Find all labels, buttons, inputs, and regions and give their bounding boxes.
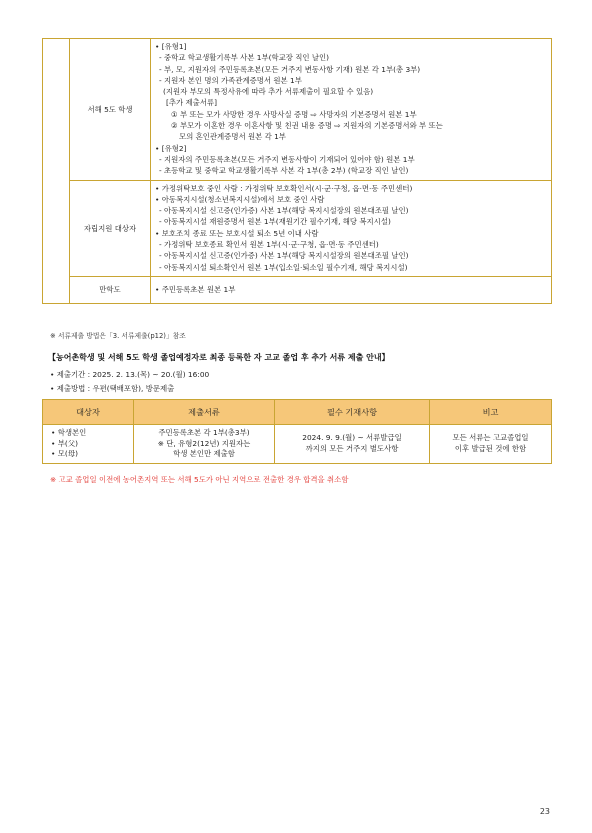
text-line: ① 부 또는 모가 사망한 경우 사망사실 증명 ⇨ 사망자의 기본증명서 원본 1부 [171,109,417,119]
text-line: 2024. 9. 9.(월) ~ 서류발급일 [302,433,402,443]
text-line: - 중학교 학교생활기록부 사본 1부(학교장 직인 날인) [159,53,330,63]
section-title: 【농어촌학생 및 서해 5도 학생 졸업예정자로 최종 등록한 자 고교 졸업 후 추가 서류 제출 안내】 [48,353,390,362]
page-number: 23 [539,807,550,816]
row-label-seohae: 서해 5도 학생 [70,39,151,181]
text-line: 학생 본인만 제출함 [173,449,235,458]
text-line: • 보호조치 종료 또는 보호시설 퇴소 5년 이내 사람 [155,228,319,238]
documents-cell [134,425,275,464]
table-row [43,276,552,303]
text-line: - 아동복지시설 재원증명서 원본 1부(재원기간 필수기재, 해당 복지시설) [159,217,391,227]
text-line: • 부(父) [51,438,79,448]
submission-period: • 제출기간 : 2025. 2. 13.(목) ~ 20.(월) 16:00 [50,370,210,379]
cancellation-warning: ※ 고교 졸업일 이전에 농어촌지역 또는 서해 5도가 아닌 지역으로 전출한 경우 합격을 취소함 [50,475,349,484]
text-line: ② 부모가 이혼한 경우 이혼사항 및 친권 내용 증명 ⇨ 지원자의 기본증명서와 부 또는 [171,121,443,131]
required-cell [275,425,430,464]
text-line: 모든 서류는 고교졸업일 [452,433,529,443]
text-line: ※ 단, 유형2(12년) 지원자는 [157,438,251,448]
text-line: - 가정위탁 보호종료 확인서 원본 1부(시·군·구청, 읍·면·동 주민센터) [159,240,379,250]
text-line: • 아동복지시설(청소년복지시설)에서 보호 중인 사람 [155,194,325,204]
header-documents: 제출서류 [134,400,275,425]
row-label-manhakdo: 만학도 [70,276,151,303]
text-line: - 초등학교 및 중학교 학교생활기록부 사본 각 1부(총 2부) (학교장 직인 날인) [159,166,409,176]
header-remarks: 비고 [430,400,552,425]
text-line: • 주민등록초본 원본 1부 [155,284,236,294]
remarks-cell [430,425,552,464]
row-label-jarip: 자립지원 대상자 [70,180,151,276]
table-row [43,425,552,464]
table-header-row [43,400,552,425]
header-target: 대상자 [43,400,134,425]
row-content-manhakdo [151,276,552,303]
header-required: 필수 기재사항 [275,400,430,425]
row-content-jarip [151,180,552,276]
targets-cell [43,425,134,464]
table-row [43,39,552,181]
text-line: - 지원자의 주민등록초본(모든 거주지 변동사항이 기재되어 있어야 함) 원본 1부 [159,154,415,164]
submission-method: • 제출방법 : 우편(택배포함), 방문제출 [50,384,175,393]
category-blank-cell [43,39,70,304]
text-line: 모의 혼인관계증명서 원본 각 1부 [179,132,286,142]
table-row [43,180,552,276]
text-line: 주민등록초본 각 1부(총3부) [158,428,250,437]
text-line: [추가 제출서류] [166,98,217,108]
text-line: 까지의 모든 거주지 별도사항 [305,443,399,453]
text-line: • 모(母) [51,449,79,458]
row-content-seohae [151,39,552,181]
submission-method-note: ※ 서류제출 방법은「3. 서류제출(p12)」참조 [50,332,186,340]
text-line: - 아동복지시설 신고증(인가증) 사본 1부(해당 복지시설장의 원본대조필 날인) [159,251,409,261]
text-line: - 아동복지시설 퇴소확인서 원본 1부(입소일·퇴소일 필수기재, 해당 복지시설) [159,262,408,272]
text-line: • [유형1] [155,42,187,51]
required-documents-table [42,38,552,304]
text-line: - 부, 모, 지원자의 주민등록초본(모든 거주지 변동사항 기재) 원본 각 1부(총 3부) [159,64,421,74]
text-line: • 학생본인 [51,428,87,437]
text-line: 이후 발급된 것에 한함 [454,443,527,453]
text-line: • [유형2] [155,143,187,153]
text-line: (지원자 부모의 특정사유에 따라 추가 서류제출이 필요할 수 있음) [163,87,374,97]
text-line: • 가정위탁보호 중인 사람 : 가정위탁 보호확인서(시·군·구청, 읍·면·동 주민센터) [155,183,413,193]
additional-documents-table [42,399,552,464]
text-line: - 지원자 본인 명의 가족관계증명서 원본 1부 [159,75,302,85]
text-line: - 아동복지시설 신고증(인가증) 사본 1부(해당 복지시설장의 원본대조필 날인) [159,206,409,216]
